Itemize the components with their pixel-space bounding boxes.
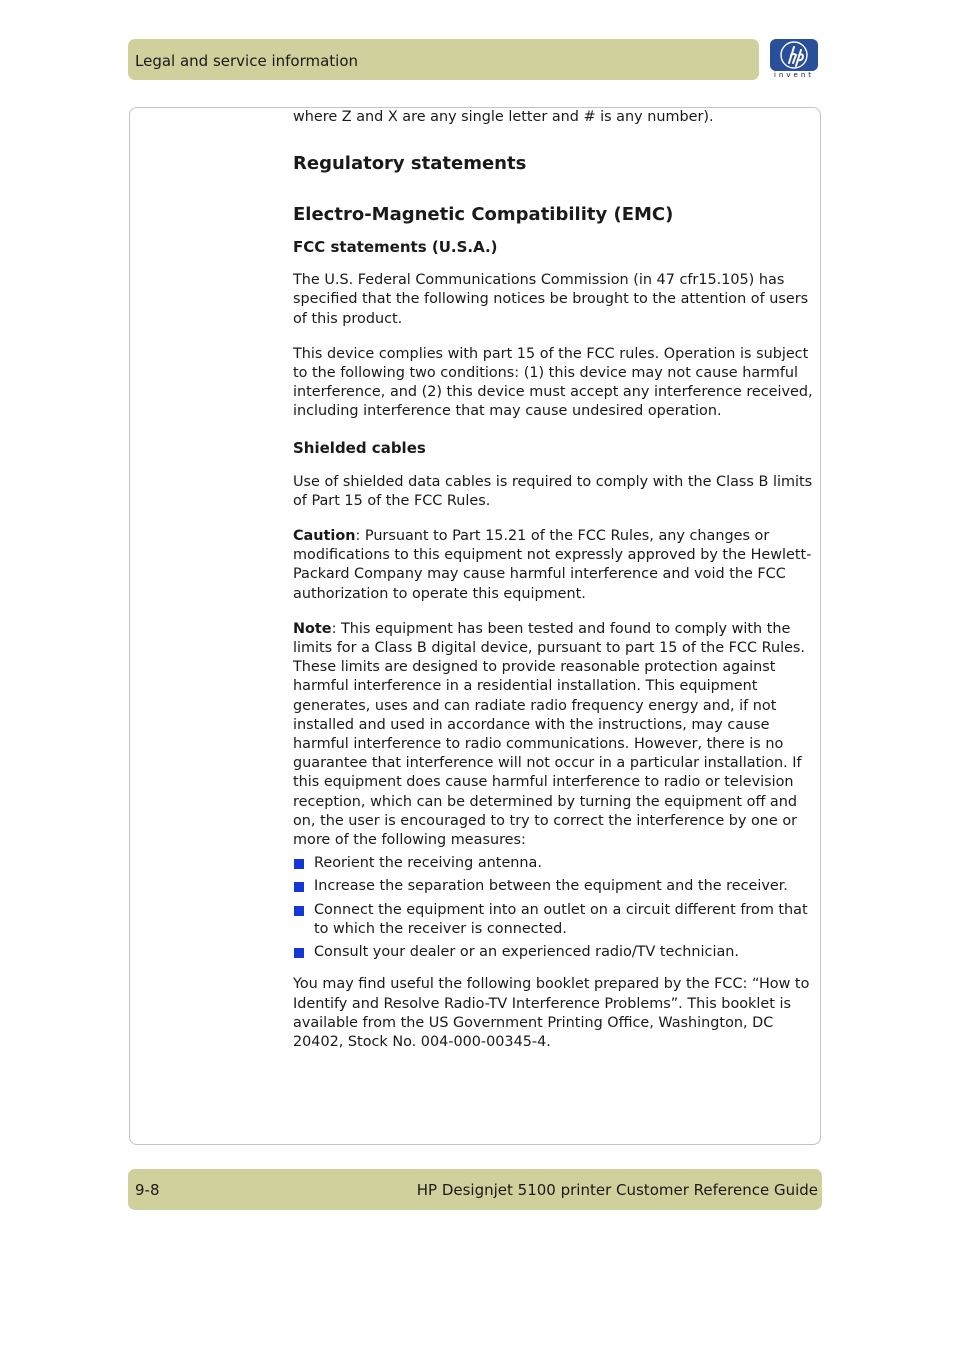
list-item: Reorient the receiving antenna.: [293, 854, 817, 873]
bullet-square-icon: [294, 882, 304, 892]
note-paragraph: [293, 620, 817, 850]
hp-logo: [768, 39, 822, 83]
list-item: Consult your dealer or an experienced radio/TV technician.: [293, 943, 817, 962]
fcc-paragraph-2: This device complies with part 15 of the FCC rules. Operation is subject to the following two conditions: (1) this device may not cause harmful interference, and (2) this device must accept any interference received, including interference that may cause undesired operation.: [293, 345, 813, 420]
caution-paragraph: [293, 527, 817, 604]
logo-tagline: invent: [773, 71, 814, 79]
guide-title: HP Designjet 5100 printer Customer Reference Guide: [416, 1181, 818, 1199]
hp-logo-icon: [770, 39, 818, 71]
header-bar: [128, 39, 759, 80]
bullet-square-icon: [294, 906, 304, 916]
list-item: Connect the equipment into an outlet on a circuit different from that to which the receiver is connected.: [293, 901, 817, 939]
heading-fcc: FCC statements (U.S.A.): [293, 238, 498, 257]
main-text: [293, 108, 817, 1052]
caution-text: : Pursuant to Part 15.21 of the FCC Rules, any changes or modifications to this equipment not expressly approved by the Hewlett-Packard Company may cause harmful interference and void the FCC authorization to operate this equipment.: [293, 528, 812, 602]
bullet-square-icon: [294, 948, 304, 958]
list-item: Increase the separation between the equipment and the receiver.: [293, 877, 817, 896]
caution-label: Caution: [293, 528, 356, 545]
heading-emc: Electro-Magnetic Compatibility (EMC): [293, 204, 674, 226]
heading-shielded-cables: Shielded cables: [293, 438, 426, 457]
shielded-paragraph: Use of shielded data cables is required to comply with the Class B limits of Part 15 of the FCC Rules.: [293, 473, 813, 509]
interference-measures-list: [293, 854, 817, 962]
page-number: 9-8: [135, 1181, 160, 1199]
fcc-paragraph-1: The U.S. Federal Communications Commission (in 47 cfr15.105) has specified that the following notices be brought to the attention of users of this product.: [293, 272, 809, 327]
booklet-paragraph: You may find useful the following booklet prepared by the FCC: “How to Identify and Resolve Radio-TV Interference Problems”. This booklet is available from the US Government Printing Office, Washington, DC 20402, Stock No. 004-000-00345-4.: [293, 976, 810, 1050]
bullet-square-icon: [294, 859, 304, 869]
heading-regulatory: Regulatory statements: [293, 153, 527, 175]
section-title: Legal and service information: [135, 52, 359, 70]
note-label: Note: [293, 620, 332, 637]
footer-bar: [128, 1169, 822, 1210]
intro-fragment: where Z and X are any single letter and # is any number).: [293, 109, 714, 125]
note-text: : This equipment has been tested and found to comply with the limits for a Class B digital device, pursuant to part 15 of the FCC Rules. These limits are designed to provide reasonable protection against harmful interference in a residential installation. This equipment generates, uses and can radiate radio frequency energy and, if not installed and used in accordance with the instructions, may cause harmful interference to radio communications. However, there is no guarantee that interference will not occur in a particular installation. If this equipment does cause harmful interference to radio or television reception, which can be determined by turning the equipment off and on, the user is encouraged to try to correct the interference by one or more of the following measures:: [293, 620, 805, 849]
